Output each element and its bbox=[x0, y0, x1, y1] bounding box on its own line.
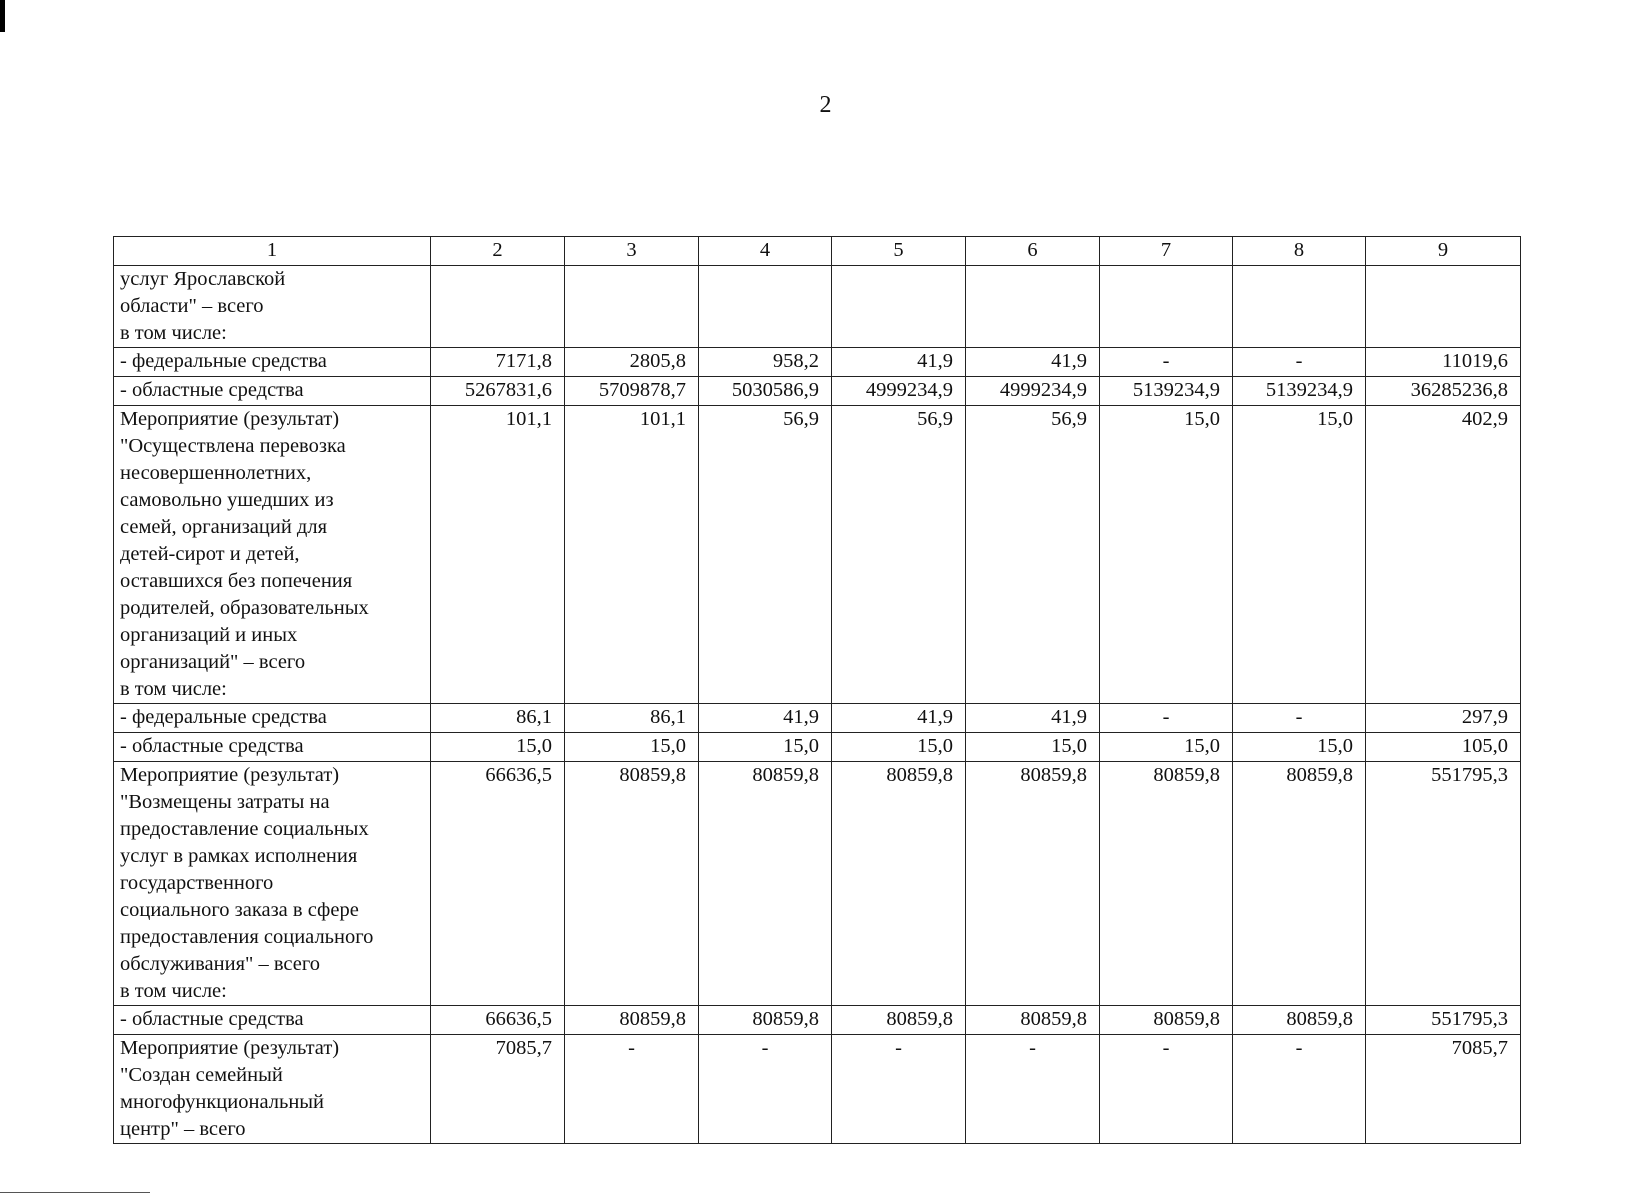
value-cell: - bbox=[1233, 348, 1366, 377]
value-cell: 80859,8 bbox=[966, 1006, 1100, 1035]
value-cell: - bbox=[832, 1035, 966, 1144]
column-header: 1 bbox=[114, 237, 431, 266]
value-cell bbox=[832, 266, 966, 348]
value-cell bbox=[699, 266, 832, 348]
table-row bbox=[114, 348, 1521, 377]
value-cell: 80859,8 bbox=[699, 762, 832, 1006]
value-cell: 15,0 bbox=[431, 733, 565, 762]
value-cell: 15,0 bbox=[1100, 733, 1233, 762]
value-cell: 958,2 bbox=[699, 348, 832, 377]
value-cell: 551795,3 bbox=[1366, 762, 1521, 1006]
value-cell: 551795,3 bbox=[1366, 1006, 1521, 1035]
value-cell: - bbox=[1233, 704, 1366, 733]
value-cell: 2805,8 bbox=[565, 348, 699, 377]
value-cell: 15,0 bbox=[565, 733, 699, 762]
value-cell: 15,0 bbox=[699, 733, 832, 762]
value-cell: 4999234,9 bbox=[966, 377, 1100, 406]
value-cell: 66636,5 bbox=[431, 762, 565, 1006]
table-row bbox=[114, 762, 1521, 1006]
budget-table bbox=[113, 236, 1521, 1144]
value-cell: 41,9 bbox=[832, 348, 966, 377]
page-number: 2 bbox=[819, 92, 832, 118]
value-cell bbox=[1366, 266, 1521, 348]
value-cell: 101,1 bbox=[431, 406, 565, 704]
value-cell: 56,9 bbox=[966, 406, 1100, 704]
column-header: 8 bbox=[1233, 237, 1366, 266]
value-cell: 36285236,8 bbox=[1366, 377, 1521, 406]
value-cell: 15,0 bbox=[966, 733, 1100, 762]
value-cell: 297,9 bbox=[1366, 704, 1521, 733]
column-header: 6 bbox=[966, 237, 1100, 266]
value-cell: 7085,7 bbox=[431, 1035, 565, 1144]
value-cell: 56,9 bbox=[832, 406, 966, 704]
value-cell: 86,1 bbox=[431, 704, 565, 733]
row-label: - федеральные средства bbox=[114, 348, 431, 377]
table-row bbox=[114, 1035, 1521, 1144]
value-cell: 15,0 bbox=[1100, 406, 1233, 704]
column-header: 5 bbox=[832, 237, 966, 266]
value-cell: 80859,8 bbox=[966, 762, 1100, 1006]
value-cell: 80859,8 bbox=[832, 1006, 966, 1035]
value-cell: 80859,8 bbox=[565, 762, 699, 1006]
table-row bbox=[114, 266, 1521, 348]
header-row bbox=[114, 237, 1521, 266]
value-cell: - bbox=[1233, 1035, 1366, 1144]
bottom-rule bbox=[0, 1192, 150, 1193]
table-body bbox=[114, 237, 1521, 1144]
value-cell bbox=[431, 266, 565, 348]
row-label: - областные средства bbox=[114, 377, 431, 406]
value-cell: 80859,8 bbox=[832, 762, 966, 1006]
column-header: 3 bbox=[565, 237, 699, 266]
row-label: - областные средства bbox=[114, 1006, 431, 1035]
value-cell: 86,1 bbox=[565, 704, 699, 733]
row-label: Мероприятие (результат) "Создан семейный многофункциональный центр" – всего bbox=[114, 1035, 431, 1144]
value-cell: - bbox=[1100, 348, 1233, 377]
value-cell: 80859,8 bbox=[565, 1006, 699, 1035]
column-header: 2 bbox=[431, 237, 565, 266]
value-cell bbox=[1100, 266, 1233, 348]
row-label: - федеральные средства bbox=[114, 704, 431, 733]
value-cell: 41,9 bbox=[699, 704, 832, 733]
value-cell: 41,9 bbox=[966, 348, 1100, 377]
value-cell: 15,0 bbox=[1233, 733, 1366, 762]
table-row bbox=[114, 377, 1521, 406]
row-label: Мероприятие (результат) "Осуществлена перевозка несовершеннолетних, самовольно ушедших из семей, организаций для детей-сирот и детей, оставшихся без попечения родителей, образовательных организаций и иных организаций" – всего в том числе: bbox=[114, 406, 431, 704]
value-cell: 15,0 bbox=[1233, 406, 1366, 704]
value-cell: 5030586,9 bbox=[699, 377, 832, 406]
value-cell: 101,1 bbox=[565, 406, 699, 704]
value-cell: 7171,8 bbox=[431, 348, 565, 377]
row-label: - областные средства bbox=[114, 733, 431, 762]
value-cell: 4999234,9 bbox=[832, 377, 966, 406]
value-cell: 15,0 bbox=[832, 733, 966, 762]
value-cell: - bbox=[1100, 704, 1233, 733]
value-cell: - bbox=[1100, 1035, 1233, 1144]
value-cell: 80859,8 bbox=[699, 1006, 832, 1035]
value-cell: 80859,8 bbox=[1233, 762, 1366, 1006]
value-cell: - bbox=[966, 1035, 1100, 1144]
value-cell: 105,0 bbox=[1366, 733, 1521, 762]
value-cell bbox=[565, 266, 699, 348]
table-row bbox=[114, 733, 1521, 762]
value-cell bbox=[966, 266, 1100, 348]
value-cell: 5709878,7 bbox=[565, 377, 699, 406]
value-cell: 56,9 bbox=[699, 406, 832, 704]
table-row bbox=[114, 704, 1521, 733]
table-row bbox=[114, 406, 1521, 704]
value-cell: - bbox=[565, 1035, 699, 1144]
value-cell: 80859,8 bbox=[1100, 762, 1233, 1006]
value-cell: 5139234,9 bbox=[1233, 377, 1366, 406]
value-cell: 41,9 bbox=[832, 704, 966, 733]
scan-edge-mark bbox=[0, 0, 5, 32]
row-label: услуг Ярославской области" – всего в том числе: bbox=[114, 266, 431, 348]
value-cell: 402,9 bbox=[1366, 406, 1521, 704]
value-cell: 80859,8 bbox=[1233, 1006, 1366, 1035]
value-cell: 80859,8 bbox=[1100, 1006, 1233, 1035]
column-header: 7 bbox=[1100, 237, 1233, 266]
value-cell: - bbox=[699, 1035, 832, 1144]
table-row bbox=[114, 1006, 1521, 1035]
value-cell bbox=[1233, 266, 1366, 348]
value-cell: 11019,6 bbox=[1366, 348, 1521, 377]
value-cell: 5267831,6 bbox=[431, 377, 565, 406]
value-cell: 7085,7 bbox=[1366, 1035, 1521, 1144]
column-header: 4 bbox=[699, 237, 832, 266]
value-cell: 5139234,9 bbox=[1100, 377, 1233, 406]
row-label: Мероприятие (результат) "Возмещены затраты на предоставление социальных услуг в рамках исполнения государственного социального заказа в сфере предоставления социального обслуживания" – всего в том числе: bbox=[114, 762, 431, 1006]
column-header: 9 bbox=[1366, 237, 1521, 266]
value-cell: 66636,5 bbox=[431, 1006, 565, 1035]
value-cell: 41,9 bbox=[966, 704, 1100, 733]
